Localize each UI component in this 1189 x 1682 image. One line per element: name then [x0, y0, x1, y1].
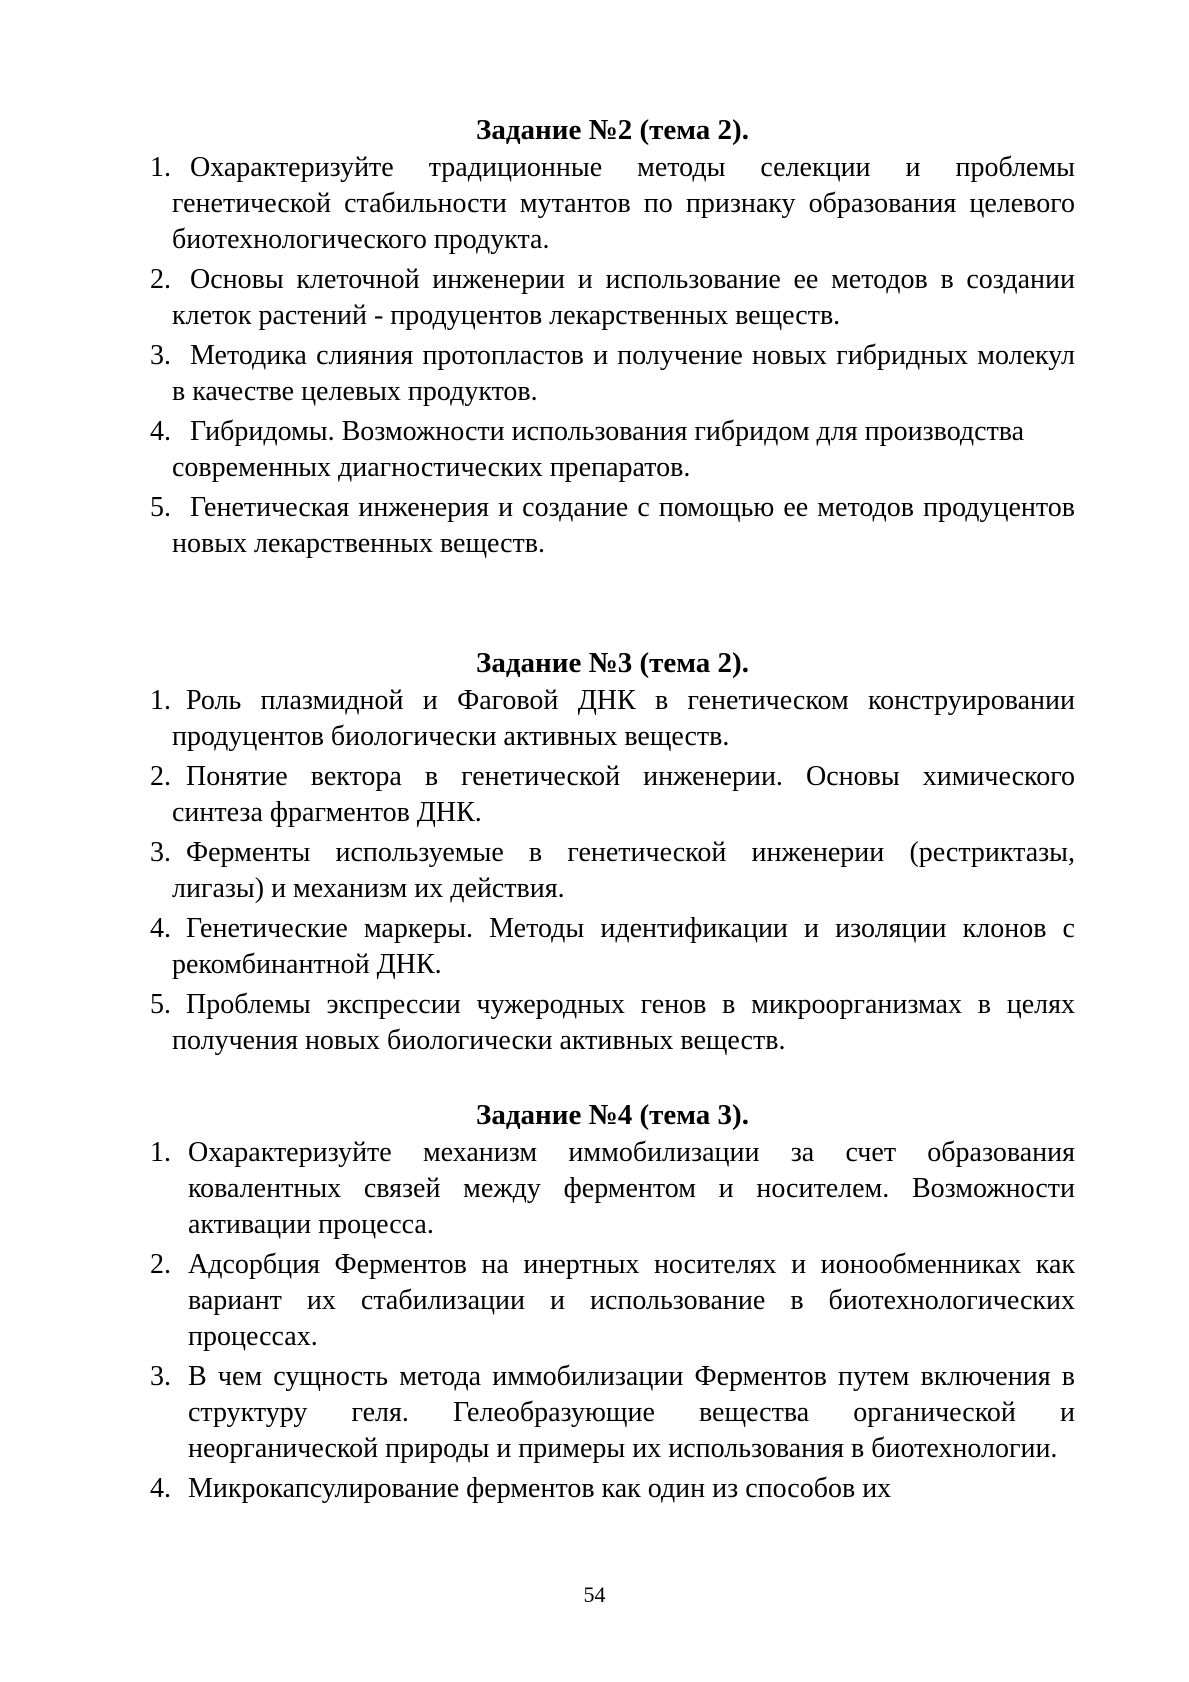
list-item: [150, 262, 1075, 334]
list-item: [150, 911, 1075, 983]
item-text-continued: современных диагностических препаратов.: [172, 452, 691, 483]
item-number: 4.: [150, 416, 171, 447]
item-text: Гибридомы. Возможности использования гибридом для производства: [190, 416, 1025, 447]
section-heading: Задание №3 (тема 2).: [476, 647, 749, 679]
item-text: Проблемы экспрессии чужеродных генов в микроорганизмах в целях получения новых биологически активных веществ.: [172, 989, 1075, 1056]
item-number: 1.: [150, 1137, 171, 1168]
list-item: [150, 414, 1075, 486]
item-number: 3.: [150, 340, 171, 371]
item-text: Понятие вектора в генетической инженерии. Основы химического синтеза фрагментов ДНК.: [172, 761, 1075, 828]
item-number: 1.: [150, 152, 171, 183]
list-item: [150, 759, 1075, 831]
item-number: 3.: [150, 837, 171, 868]
list-item: [150, 150, 1075, 258]
item-text: Охарактеризуйте традиционные методы селекции и проблемы генетической стабильности мутантов по признаку образования целевого биотехнологического продукта.: [172, 152, 1075, 255]
list-item: [150, 1471, 1075, 1507]
item-text: Микрокапсулирование ферментов как один из способов их: [188, 1473, 892, 1504]
item-text: Охарактеризуйте механизм иммобилизации за счет образования ковалентных связей между ферментом и носителем. Возможности активации процесса.: [188, 1137, 1075, 1240]
item-number: 1.: [150, 685, 171, 716]
task-list: [150, 150, 1075, 562]
item-text: Ферменты используемые в генетической инженерии (рестриктазы, лигазы) и механизм их действия.: [172, 837, 1075, 904]
item-text: Роль плазмидной и Фаговой ДНК в генетическом конструировании продуцентов биологически активных веществ.: [172, 685, 1075, 752]
task-list: [150, 1135, 1075, 1507]
item-number: 4.: [150, 913, 171, 944]
item-number: 2.: [150, 761, 171, 792]
list-item: [150, 835, 1075, 907]
list-item: [150, 1359, 1075, 1467]
task-list: [150, 683, 1075, 1059]
section-heading: Задание №4 (тема 3).: [476, 1099, 749, 1131]
item-number: 5.: [150, 492, 171, 523]
section-task-3: [150, 645, 1075, 1063]
page-number: 54: [583, 1582, 606, 1607]
item-text: Генетическая инженерия и создание с помощью ее методов продуцентов новых лекарственных веществ.: [172, 492, 1075, 559]
list-item: [150, 1247, 1075, 1355]
item-text: Генетические маркеры. Методы идентификации и изоляции клонов с рекомбинантной ДНК.: [172, 913, 1075, 980]
item-number: 3.: [150, 1361, 171, 1392]
section-heading: Задание №2 (тема 2).: [476, 114, 749, 146]
item-text: Методика слияния протопластов и получение новых гибридных молекул в качестве целевых продуктов.: [172, 340, 1075, 407]
item-number: 2.: [150, 264, 171, 295]
item-number: 2.: [150, 1249, 171, 1280]
item-text: В чем сущность метода иммобилизации Ферментов путем включения в структуру геля. Гелеобразующие вещества органической и неорганической природы и примеры их использования в биотехнологии.: [188, 1361, 1075, 1464]
list-item: [150, 490, 1075, 562]
list-item: [150, 683, 1075, 755]
list-item: [150, 1135, 1075, 1243]
list-item: [150, 987, 1075, 1059]
section-task-4: [150, 1097, 1075, 1511]
item-number: 5.: [150, 989, 171, 1020]
item-number: 4.: [150, 1473, 171, 1504]
list-item: [150, 338, 1075, 410]
item-text: Основы клеточной инженерии и использование ее методов в создании клеток растений - продуцентов лекарственных веществ.: [172, 264, 1075, 331]
section-task-2: [150, 112, 1075, 566]
item-text: Адсорбция Ферментов на инертных носителях и ионообменниках как вариант их стабилизации и использование в биотехнологических процессах.: [188, 1249, 1075, 1352]
